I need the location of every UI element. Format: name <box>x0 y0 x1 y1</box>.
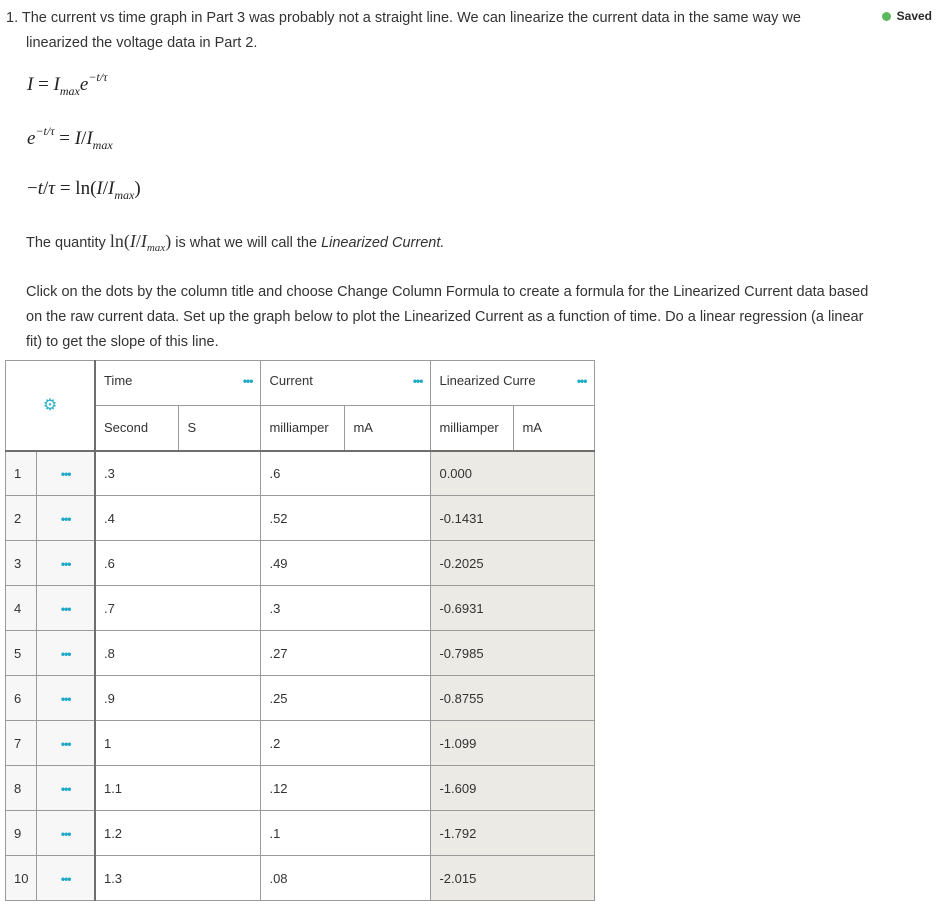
linearized-cell: -0.1431 <box>431 496 595 541</box>
row-number: 7 <box>6 721 37 766</box>
time-cell[interactable]: .6 <box>95 541 261 586</box>
question-text <box>6 6 866 56</box>
equation-3: $-t/\tau = \ln(I/I_{max})$ <box>27 178 141 202</box>
current-cell[interactable]: .2 <box>261 721 431 766</box>
table-row <box>6 496 595 541</box>
equation-2: $e^{-t/\tau} = I/I_{max}$ <box>27 124 113 152</box>
definition-middle: is what we will call the <box>175 235 318 251</box>
table-row <box>6 856 595 901</box>
row-menu-icon[interactable]: ••• <box>37 811 95 856</box>
time-cell[interactable]: .4 <box>95 496 261 541</box>
table-row <box>6 586 595 631</box>
column-header-current[interactable] <box>261 361 431 406</box>
time-cell[interactable]: 1.1 <box>95 766 261 811</box>
row-menu-icon[interactable]: ••• <box>37 676 95 721</box>
column-menu-linearized-icon[interactable]: ••• <box>576 373 587 388</box>
row-menu-icon[interactable]: ••• <box>37 721 95 766</box>
row-number: 9 <box>6 811 37 856</box>
row-menu-icon[interactable]: ••• <box>37 451 95 496</box>
linearized-current-definition <box>26 229 876 257</box>
linearized-cell: -0.7985 <box>431 631 595 676</box>
table-row <box>6 451 595 496</box>
definition-prefix: The quantity <box>26 235 106 251</box>
unit-name-current[interactable]: milliamper <box>261 406 345 451</box>
unit-name-time[interactable]: Second <box>95 406 179 451</box>
instructions-paragraph: Click on the dots by the column title and choose Change Column Formula to create a formula for the Linearized Current data based on the raw current data. Set up the graph below to plot the Linearized Current as a function of time. Do a linear regression (a linear fit) to get the slope of this line. <box>26 284 869 350</box>
row-number: 5 <box>6 631 37 676</box>
linearized-cell: 0.000 <box>431 451 595 496</box>
table-row <box>6 721 595 766</box>
current-cell[interactable]: .08 <box>261 856 431 901</box>
time-cell[interactable]: .9 <box>95 676 261 721</box>
linearized-cell: -2.015 <box>431 856 595 901</box>
definition-emphasis: Linearized Current. <box>321 235 445 251</box>
linearized-cell: -1.609 <box>431 766 595 811</box>
question-line-2: linearized the voltage data in Part 2. <box>26 35 258 51</box>
row-number: 10 <box>6 856 37 901</box>
row-number: 1 <box>6 451 37 496</box>
row-number: 2 <box>6 496 37 541</box>
current-cell[interactable]: .52 <box>261 496 431 541</box>
row-menu-icon[interactable]: ••• <box>37 496 95 541</box>
time-cell[interactable]: .8 <box>95 631 261 676</box>
time-cell[interactable]: 1.3 <box>95 856 261 901</box>
current-cell[interactable]: .27 <box>261 631 431 676</box>
table-row <box>6 541 595 586</box>
column-menu-current-icon[interactable]: ••• <box>412 373 423 388</box>
column-title-linearized: Linearized Curre <box>439 373 536 388</box>
time-cell[interactable]: 1 <box>95 721 261 766</box>
saved-indicator-icon <box>882 12 891 21</box>
current-cell[interactable]: .25 <box>261 676 431 721</box>
row-number: 8 <box>6 766 37 811</box>
linearized-cell: -0.2025 <box>431 541 595 586</box>
current-cell[interactable]: .1 <box>261 811 431 856</box>
unit-abbr-linearized[interactable]: mA <box>514 406 595 451</box>
linearized-cell: -1.792 <box>431 811 595 856</box>
unit-abbr-time[interactable]: S <box>179 406 261 451</box>
saved-status <box>882 9 932 23</box>
row-menu-icon[interactable]: ••• <box>37 586 95 631</box>
table-row <box>6 811 595 856</box>
row-number: 4 <box>6 586 37 631</box>
linearized-cell: -1.099 <box>431 721 595 766</box>
column-menu-time-icon[interactable]: ••• <box>242 373 253 388</box>
current-cell[interactable]: .49 <box>261 541 431 586</box>
table-row <box>6 631 595 676</box>
row-number: 6 <box>6 676 37 721</box>
row-menu-icon[interactable]: ••• <box>37 541 95 586</box>
table-body <box>6 451 595 901</box>
current-cell[interactable]: .3 <box>261 586 431 631</box>
equation-1: $I = I_{max}e^{-t/\tau}$ <box>27 70 108 98</box>
column-title-current: Current <box>269 373 313 388</box>
unit-abbr-current[interactable]: mA <box>345 406 431 451</box>
time-cell[interactable]: .3 <box>95 451 261 496</box>
table-row <box>6 766 595 811</box>
data-table <box>5 360 595 901</box>
column-header-time[interactable] <box>95 361 261 406</box>
table-row <box>6 676 595 721</box>
row-menu-icon[interactable]: ••• <box>37 766 95 811</box>
column-title-time: Time <box>103 373 133 388</box>
row-number: 3 <box>6 541 37 586</box>
unit-name-linearized[interactable]: milliamper <box>431 406 514 451</box>
time-cell[interactable]: .7 <box>95 586 261 631</box>
question-line-1: 1. The current vs time graph in Part 3 was probably not a straight line. We can linearize the current data in the same way we <box>6 10 801 26</box>
saved-label: Saved <box>896 9 932 23</box>
ln-expression: $\ln(I/I_{max})$ <box>109 231 172 254</box>
table-settings-cell[interactable] <box>6 361 95 451</box>
linearized-cell: -0.8755 <box>431 676 595 721</box>
gear-icon[interactable]: ⚙ <box>42 397 58 415</box>
linearized-cell: -0.6931 <box>431 586 595 631</box>
row-menu-icon[interactable]: ••• <box>37 856 95 901</box>
current-cell[interactable]: .6 <box>261 451 431 496</box>
row-menu-icon[interactable]: ••• <box>37 631 95 676</box>
time-cell[interactable]: 1.2 <box>95 811 261 856</box>
current-cell[interactable]: .12 <box>261 766 431 811</box>
column-header-linearized[interactable] <box>431 361 595 406</box>
